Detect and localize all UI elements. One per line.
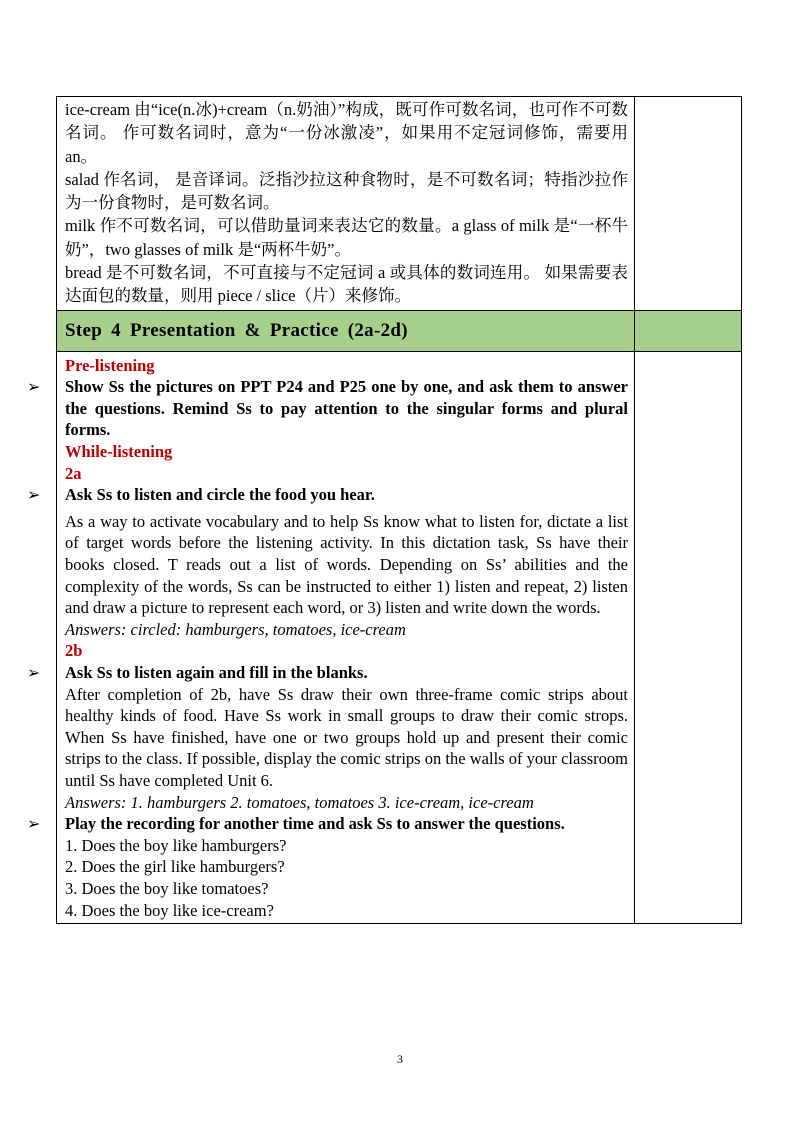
content-row [27,351,741,923]
part-2b-answers: Answers: 1. hamburgers 2. tomatoes, tomatoes 3. ice-cream, ice-cream [65,792,534,812]
list-item: 3. Does the boy like tomatoes? [65,878,269,898]
part-2a-body: As a way to activate vocabulary and to help Ss know what to listen for, dictate a list of target words before the listening activity. In this dictation task, Ss have their books closed. T reads out a list of words. Depending on Ss’ abilities and the complexity of the words, Ss can be instructed to either 1) listen and repeat, 2) listen and draw a picture to represent each word, or 3) listen and write down the words. [65,511,628,618]
lesson-plan-table [27,96,742,924]
list-item: 4. Does the boy like ice-cream? [65,900,274,920]
note-bread: bread 是不可数名词，不可直接与不定冠词 a 或具体的数词连用。 如果需要表达面包的数量，则用 piece / slice（片）来修饰。 [65,263,628,306]
arrow-bullet-icon: ➢ [27,814,41,834]
step4-side-cell [635,311,741,351]
notes-row [57,97,741,310]
note-ice-cream: ice-cream 由“ice(n.冰)+cream（n.奶油）”构成，既可作可数名词，也可作不可数名词。 作可数名词时，意为“一份冰激凌”，如果用不定冠词修饰，需要用 an。 [65,100,628,166]
while-listening-heading: While-listening [65,442,173,462]
part-2b-body: After completion of 2b, have Ss draw their own three-frame comic strips about healthy kinds of food. Have Ss work in small groups to draw their comic strops. When Ss have finished, have one or two groups hold up and present their comic strips to the class. If possible, display the comic strips on the walls of your classroom until Ss have completed Unit 6. [65,684,628,790]
part-2a-answers: Answers: circled: hamburgers, tomatoes, ice-cream [65,619,406,639]
note-milk: milk 作不可数名词，可以借助量词来表达它的数量。a glass of milk 是“一杯牛奶”，two glasses of milk 是“两杯牛奶”。 [65,216,628,259]
step-title: Step 4 Presentation & Practice (2a-2d) [65,319,408,341]
arrow-bullet-icon: ➢ [27,662,41,682]
vocabulary-notes-cell [57,97,635,310]
pre-listening-heading: Pre-listening [65,355,155,375]
step4-content-cell [27,352,635,923]
part-2a-instruction: Ask Ss to listen and circle the food you hear. [65,485,375,505]
content-side-cell [635,352,741,923]
pre-listening-instruction: Show Ss the pictures on PPT P24 and P25 one by one, and ask them to answer the questions. Remind Ss to pay attention to the singular forms and plural forms. [65,377,628,440]
notes-side-cell [635,97,741,310]
arrow-bullet-icon: ➢ [27,485,41,505]
step4-header-cell [57,311,635,351]
step4-row [57,310,741,351]
part-2b-instruction: Ask Ss to listen again and fill in the blanks. [65,662,368,682]
note-salad: salad 作名词， 是音译词。泛指沙拉这种食物时，是不可数名词；特指沙拉作为一份食物时，是可数名词。 [65,169,628,213]
play-again-instruction: Play the recording for another time and ask Ss to answer the questions. [65,814,565,834]
arrow-bullet-icon: ➢ [27,377,41,397]
question-list [65,835,628,921]
part-2a-label: 2a [65,463,82,483]
list-item: 2. Does the girl like hamburgers? [65,857,285,877]
list-item: 1. Does the boy like hamburgers? [65,835,287,855]
part-2b-label: 2b [65,641,83,661]
page-number: 3 [397,1052,403,1066]
